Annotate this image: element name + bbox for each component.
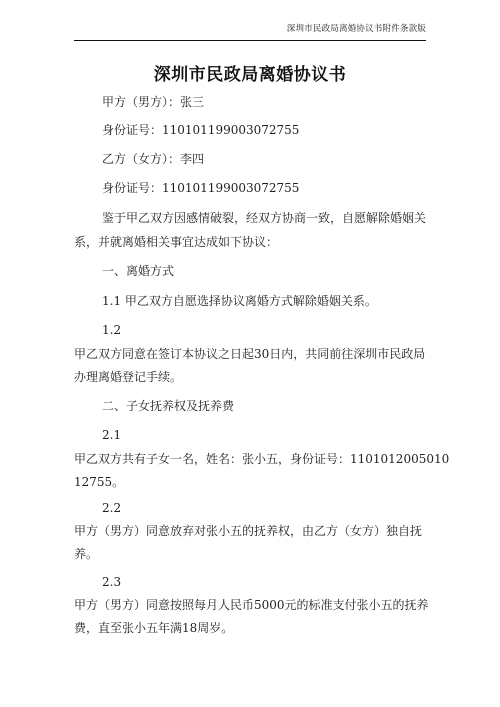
clause-2-2-line-1: 甲方（男方）同意放弃对张小五的抚养权，由乙方（女方）独自抚 — [74, 524, 423, 538]
preamble-line-1: 鉴于甲乙双方因感情破裂，经双方协商一致，自愿解除婚姻关 — [102, 211, 427, 225]
clause-1-2-line-1: 甲乙双方同意在签订本协议之日起30日内，共同前往深圳市民政局 — [74, 347, 426, 361]
clause-2-2-line-2: 养。 — [74, 547, 99, 561]
clause-1-1: 1.1 甲乙双方自愿选择协议离婚方式解除婚姻关系。 — [102, 294, 377, 308]
party-b-line: 乙方（女方）：李四 — [102, 152, 205, 166]
clause-1-2-number: 1.2 — [102, 323, 122, 337]
header-divider — [74, 40, 426, 41]
section-2-heading: 二、子女抚养权及抚养费 — [102, 399, 235, 413]
preamble-line-2: 系，并就离婚相关事宜达成如下协议： — [74, 235, 279, 249]
section-1-heading: 一、离婚方式 — [102, 264, 175, 278]
clause-2-1-number: 2.1 — [102, 428, 122, 442]
clause-2-3-number: 2.3 — [102, 575, 122, 589]
document-title: 深圳市民政局离婚协议书 — [153, 65, 347, 85]
clause-2-1-line-1: 甲乙双方共有子女一名，姓名：张小五，身份证号：1101012005010 — [74, 452, 450, 466]
clause-2-3-line-1: 甲方（男方）同意按照每月人民币5000元的标准支付张小五的抚养 — [74, 598, 429, 612]
page-header-note: 深圳市民政局离婚协议书附件条款版 — [286, 24, 426, 34]
party-a-id-line: 身份证号：110101199003072755 — [102, 123, 300, 137]
party-a-line: 甲方（男方）：张三 — [102, 95, 205, 109]
clause-1-2-line-2: 办理离婚登记手续。 — [74, 370, 183, 384]
clause-2-2-number: 2.2 — [102, 501, 122, 515]
clause-2-3-line-2: 费，直至张小五年满18周岁。 — [74, 621, 234, 635]
party-b-id-line: 身份证号：110101199003072755 — [102, 181, 300, 195]
clause-2-1-line-2: 12755。 — [74, 475, 125, 489]
